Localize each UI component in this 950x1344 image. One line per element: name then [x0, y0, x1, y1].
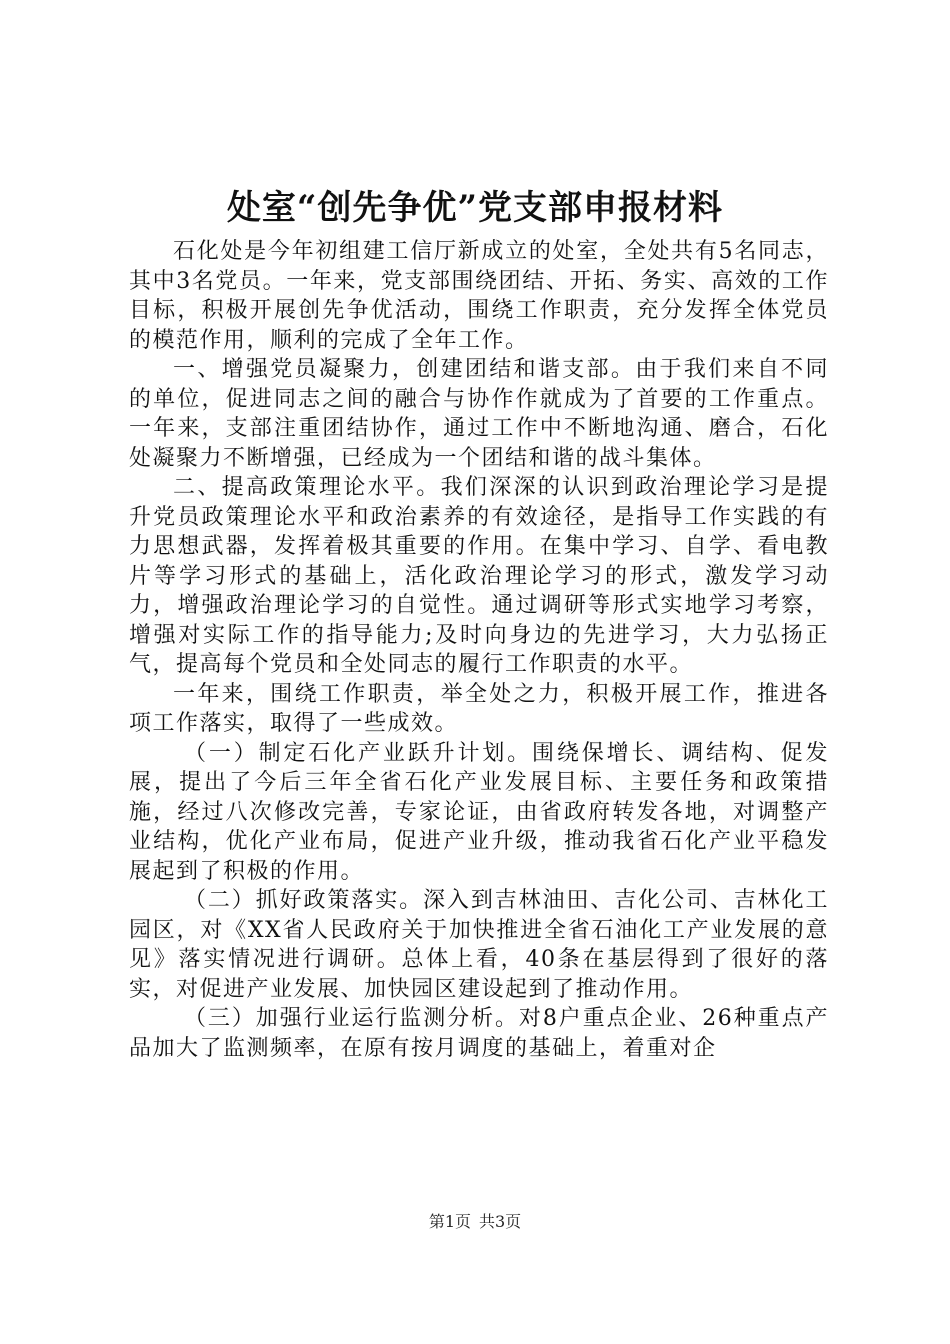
paragraph-achievement-2: （二）抓好政策落实。深入到吉林油田、吉化公司、吉林化工园区，对《XX省人民政府关于加快推进全省石油化工产业发展的意见》落实情况进行调研。总体上看，40条在基层得到了很好的落实，对促进产业发展、加快园区建设起到了推动作用。 — [129, 888, 829, 1002]
paragraph-achievements-intro: 一年来，围绕工作职责，举全处之力，积极开展工作，推进各项工作落实，取得了一些成效。 — [129, 681, 829, 736]
page-total: 共3页 — [479, 1212, 522, 1231]
document-body — [129, 237, 829, 1063]
paragraph-achievement-1: （一）制定石化产业跃升计划。围绕保增长、调结构、促发展，提出了今后三年全省石化产业发展目标、主要任务和政策措施，经过八次修改完善，专家论证，由省政府转发各地，对调整产业结构，优化产业布局，促进产业升级，推动我省石化产业平稳发展起到了积极的作用。 — [129, 740, 829, 884]
paragraph-section-1: 一、增强党员凝聚力，创建团结和谐支部。由于我们来自不同的单位，促进同志之间的融合与协作作就成为了首要的工作重点。一年来，支部注重团结协作，通过工作中不断地沟通、磨合，石化处凝聚力不断增强，已经成为一个团结和谐的战斗集体。 — [129, 357, 829, 471]
paragraph-intro: 石化处是今年初组建工信厅新成立的处室，全处共有5名同志，其中3名党员。一年来，党支部围绕团结、开拓、务实、高效的工作目标，积极开展创先争优活动，围绕工作职责，充分发挥全体党员的模范作用，顺利的完成了全年工作。 — [129, 239, 829, 353]
paragraph-section-2: 二、提高政策理论水平。我们深深的认识到政治理论学习是提升党员政策理论水平和政治素养的有效途径，是指导工作实践的有力思想武器，发挥着极其重要的作用。在集中学习、自学、看电教片等学习形式的基础上，活化政治理论学习的形式，激发学习动力，增强政治理论学习的自觉性。通过调研等形式实地学习考察，增强对实际工作的指导能力;及时向身边的先进学习，大力弘扬正气，提高每个党员和全处同志的履行工作职责的水平。 — [129, 475, 829, 677]
document-title: 处室“创先争优”党支部申报材料 — [226, 188, 724, 228]
paragraph-achievement-3: （三）加强行业运行监测分析。对8户重点企业、26种重点产品加大了监测频率，在原有按月调度的基础上，着重对企 — [129, 1006, 829, 1061]
page-number: 第1页 — [428, 1212, 471, 1231]
page-footer — [0, 1212, 950, 1232]
